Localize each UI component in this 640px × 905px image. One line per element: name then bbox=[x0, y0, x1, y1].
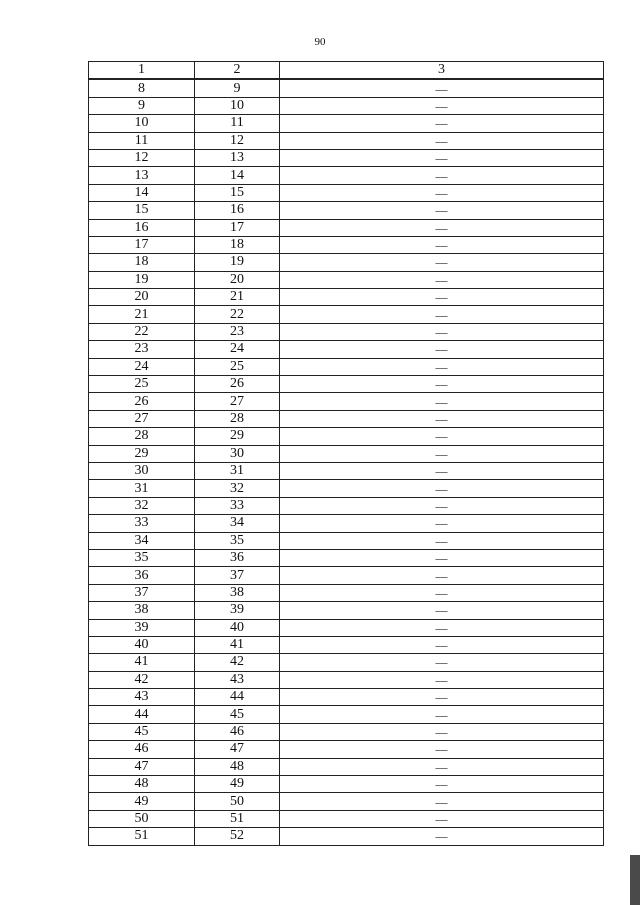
table-cell-col-2: 25 bbox=[195, 358, 280, 375]
table-cell-col-2: 27 bbox=[195, 393, 280, 410]
table-cell-col-1: 30 bbox=[89, 462, 195, 479]
table-cell-col-2: 32 bbox=[195, 480, 280, 497]
table-cell-col-1: 47 bbox=[89, 758, 195, 775]
table-cell-col-1: 28 bbox=[89, 428, 195, 445]
table-cell-col-2: 38 bbox=[195, 584, 280, 601]
table-cell-col-3: — bbox=[280, 132, 604, 149]
table-cell-col-2: 42 bbox=[195, 654, 280, 671]
table-row bbox=[89, 462, 604, 479]
table-row bbox=[89, 306, 604, 323]
table-cell-col-1: 9 bbox=[89, 97, 195, 114]
table-cell-col-2: 26 bbox=[195, 376, 280, 393]
table-cell-col-3: — bbox=[280, 202, 604, 219]
table-cell-col-1: 24 bbox=[89, 358, 195, 375]
column-header-3: 3 bbox=[280, 62, 604, 80]
table-cell-col-2: 34 bbox=[195, 515, 280, 532]
table-cell-col-3: — bbox=[280, 428, 604, 445]
table-row bbox=[89, 741, 604, 758]
table-cell-col-3: — bbox=[280, 532, 604, 549]
table-cell-col-1: 38 bbox=[89, 602, 195, 619]
table-cell-col-3: — bbox=[280, 445, 604, 462]
table-cell-col-1: 10 bbox=[89, 115, 195, 132]
table-row bbox=[89, 636, 604, 653]
table-row bbox=[89, 584, 604, 601]
table-cell-col-3: — bbox=[280, 636, 604, 653]
table-cell-col-3: — bbox=[280, 549, 604, 566]
table-row bbox=[89, 532, 604, 549]
table-cell-col-3: — bbox=[280, 115, 604, 132]
table-cell-col-1: 11 bbox=[89, 132, 195, 149]
table-row bbox=[89, 149, 604, 166]
table-cell-col-1: 25 bbox=[89, 376, 195, 393]
table-row bbox=[89, 793, 604, 810]
table-cell-col-3: — bbox=[280, 584, 604, 601]
table-cell-col-3: — bbox=[280, 462, 604, 479]
table-cell-col-3: — bbox=[280, 689, 604, 706]
table-cell-col-2: 18 bbox=[195, 236, 280, 253]
table-cell-col-1: 19 bbox=[89, 271, 195, 288]
table-cell-col-1: 48 bbox=[89, 776, 195, 793]
table-cell-col-1: 14 bbox=[89, 184, 195, 201]
table-cell-col-1: 12 bbox=[89, 149, 195, 166]
table-row bbox=[89, 393, 604, 410]
table-cell-col-1: 34 bbox=[89, 532, 195, 549]
table-cell-col-2: 41 bbox=[195, 636, 280, 653]
table-cell-col-3: — bbox=[280, 654, 604, 671]
table-cell-col-3: — bbox=[280, 723, 604, 740]
table-cell-col-3: — bbox=[280, 376, 604, 393]
table-cell-col-3: — bbox=[280, 306, 604, 323]
table-cell-col-2: 40 bbox=[195, 619, 280, 636]
table-cell-col-1: 41 bbox=[89, 654, 195, 671]
table-row bbox=[89, 219, 604, 236]
table-cell-col-2: 39 bbox=[195, 602, 280, 619]
table-cell-col-2: 20 bbox=[195, 271, 280, 288]
table-cell-col-2: 37 bbox=[195, 567, 280, 584]
table-cell-col-1: 31 bbox=[89, 480, 195, 497]
table-cell-col-3: — bbox=[280, 671, 604, 688]
table-cell-col-3: — bbox=[280, 828, 604, 845]
table-cell-col-3: — bbox=[280, 289, 604, 306]
table-body bbox=[89, 79, 604, 845]
table-cell-col-1: 32 bbox=[89, 497, 195, 514]
table-cell-col-3: — bbox=[280, 497, 604, 514]
table-row bbox=[89, 445, 604, 462]
table-cell-col-3: — bbox=[280, 358, 604, 375]
table-cell-col-2: 45 bbox=[195, 706, 280, 723]
table-cell-col-3: — bbox=[280, 515, 604, 532]
table-row bbox=[89, 497, 604, 514]
data-table-container bbox=[88, 61, 603, 846]
column-header-2: 2 bbox=[195, 62, 280, 80]
table-cell-col-3: — bbox=[280, 793, 604, 810]
table-row bbox=[89, 97, 604, 114]
table-row bbox=[89, 619, 604, 636]
table-cell-col-2: 13 bbox=[195, 149, 280, 166]
table-cell-col-1: 40 bbox=[89, 636, 195, 653]
table-cell-col-2: 15 bbox=[195, 184, 280, 201]
table-cell-col-1: 17 bbox=[89, 236, 195, 253]
column-header-1: 1 bbox=[89, 62, 195, 80]
table-cell-col-2: 9 bbox=[195, 79, 280, 97]
table-row bbox=[89, 602, 604, 619]
table-row bbox=[89, 654, 604, 671]
data-table bbox=[88, 61, 604, 846]
table-row bbox=[89, 376, 604, 393]
table-cell-col-3: — bbox=[280, 776, 604, 793]
table-cell-col-3: — bbox=[280, 741, 604, 758]
table-cell-col-1: 45 bbox=[89, 723, 195, 740]
table-cell-col-2: 51 bbox=[195, 810, 280, 827]
table-cell-col-1: 43 bbox=[89, 689, 195, 706]
table-row bbox=[89, 184, 604, 201]
table-row bbox=[89, 515, 604, 532]
table-cell-col-1: 33 bbox=[89, 515, 195, 532]
table-cell-col-1: 27 bbox=[89, 410, 195, 427]
table-cell-col-3: — bbox=[280, 567, 604, 584]
table-cell-col-2: 47 bbox=[195, 741, 280, 758]
header-row bbox=[89, 62, 604, 80]
table-row bbox=[89, 828, 604, 845]
table-cell-col-3: — bbox=[280, 79, 604, 97]
table-cell-col-3: — bbox=[280, 480, 604, 497]
table-row bbox=[89, 254, 604, 271]
table-row bbox=[89, 689, 604, 706]
table-cell-col-1: 23 bbox=[89, 341, 195, 358]
table-cell-col-2: 33 bbox=[195, 497, 280, 514]
table-cell-col-2: 36 bbox=[195, 549, 280, 566]
table-cell-col-2: 11 bbox=[195, 115, 280, 132]
table-cell-col-2: 50 bbox=[195, 793, 280, 810]
table-row bbox=[89, 323, 604, 340]
table-cell-col-2: 28 bbox=[195, 410, 280, 427]
table-cell-col-3: — bbox=[280, 271, 604, 288]
table-row bbox=[89, 671, 604, 688]
scan-edge-mark bbox=[630, 855, 640, 905]
table-cell-col-3: — bbox=[280, 323, 604, 340]
table-row bbox=[89, 115, 604, 132]
table-cell-col-3: — bbox=[280, 184, 604, 201]
table-row bbox=[89, 480, 604, 497]
table-row bbox=[89, 358, 604, 375]
table-cell-col-3: — bbox=[280, 149, 604, 166]
table-cell-col-2: 30 bbox=[195, 445, 280, 462]
table-row bbox=[89, 758, 604, 775]
table-cell-col-2: 22 bbox=[195, 306, 280, 323]
table-row bbox=[89, 79, 604, 97]
table-row bbox=[89, 706, 604, 723]
table-cell-col-3: — bbox=[280, 758, 604, 775]
table-cell-col-3: — bbox=[280, 619, 604, 636]
table-cell-col-3: — bbox=[280, 706, 604, 723]
page-number: 90 bbox=[314, 36, 326, 48]
table-cell-col-2: 46 bbox=[195, 723, 280, 740]
table-cell-col-2: 31 bbox=[195, 462, 280, 479]
table-header bbox=[89, 62, 604, 80]
table-cell-col-1: 8 bbox=[89, 79, 195, 97]
table-cell-col-2: 49 bbox=[195, 776, 280, 793]
table-cell-col-3: — bbox=[280, 810, 604, 827]
table-cell-col-1: 22 bbox=[89, 323, 195, 340]
table-cell-col-1: 18 bbox=[89, 254, 195, 271]
table-cell-col-1: 20 bbox=[89, 289, 195, 306]
table-cell-col-2: 44 bbox=[195, 689, 280, 706]
table-cell-col-1: 21 bbox=[89, 306, 195, 323]
table-cell-col-3: — bbox=[280, 410, 604, 427]
table-cell-col-2: 29 bbox=[195, 428, 280, 445]
table-row bbox=[89, 167, 604, 184]
table-cell-col-1: 46 bbox=[89, 741, 195, 758]
table-cell-col-2: 23 bbox=[195, 323, 280, 340]
table-row bbox=[89, 236, 604, 253]
table-cell-col-2: 24 bbox=[195, 341, 280, 358]
table-cell-col-1: 44 bbox=[89, 706, 195, 723]
table-cell-col-3: — bbox=[280, 602, 604, 619]
table-cell-col-2: 17 bbox=[195, 219, 280, 236]
table-cell-col-2: 14 bbox=[195, 167, 280, 184]
table-cell-col-2: 35 bbox=[195, 532, 280, 549]
table-cell-col-2: 16 bbox=[195, 202, 280, 219]
table-cell-col-1: 15 bbox=[89, 202, 195, 219]
table-cell-col-3: — bbox=[280, 254, 604, 271]
table-cell-col-2: 21 bbox=[195, 289, 280, 306]
table-cell-col-1: 50 bbox=[89, 810, 195, 827]
table-cell-col-3: — bbox=[280, 236, 604, 253]
table-row bbox=[89, 428, 604, 445]
table-row bbox=[89, 776, 604, 793]
table-cell-col-3: — bbox=[280, 341, 604, 358]
table-cell-col-1: 35 bbox=[89, 549, 195, 566]
table-row bbox=[89, 341, 604, 358]
table-cell-col-3: — bbox=[280, 97, 604, 114]
table-cell-col-2: 10 bbox=[195, 97, 280, 114]
table-cell-col-1: 13 bbox=[89, 167, 195, 184]
table-row bbox=[89, 289, 604, 306]
table-cell-col-3: — bbox=[280, 219, 604, 236]
table-cell-col-1: 42 bbox=[89, 671, 195, 688]
table-cell-col-1: 16 bbox=[89, 219, 195, 236]
table-row bbox=[89, 202, 604, 219]
table-row bbox=[89, 567, 604, 584]
table-cell-col-3: — bbox=[280, 167, 604, 184]
table-row bbox=[89, 271, 604, 288]
table-row bbox=[89, 132, 604, 149]
table-cell-col-1: 29 bbox=[89, 445, 195, 462]
table-cell-col-1: 51 bbox=[89, 828, 195, 845]
table-cell-col-1: 36 bbox=[89, 567, 195, 584]
table-cell-col-3: — bbox=[280, 393, 604, 410]
table-cell-col-2: 48 bbox=[195, 758, 280, 775]
table-cell-col-1: 37 bbox=[89, 584, 195, 601]
table-cell-col-2: 19 bbox=[195, 254, 280, 271]
table-row bbox=[89, 810, 604, 827]
table-row bbox=[89, 549, 604, 566]
table-row bbox=[89, 410, 604, 427]
table-cell-col-1: 49 bbox=[89, 793, 195, 810]
table-row bbox=[89, 723, 604, 740]
table-cell-col-1: 26 bbox=[89, 393, 195, 410]
table-cell-col-1: 39 bbox=[89, 619, 195, 636]
table-cell-col-2: 52 bbox=[195, 828, 280, 845]
table-cell-col-2: 43 bbox=[195, 671, 280, 688]
table-cell-col-2: 12 bbox=[195, 132, 280, 149]
